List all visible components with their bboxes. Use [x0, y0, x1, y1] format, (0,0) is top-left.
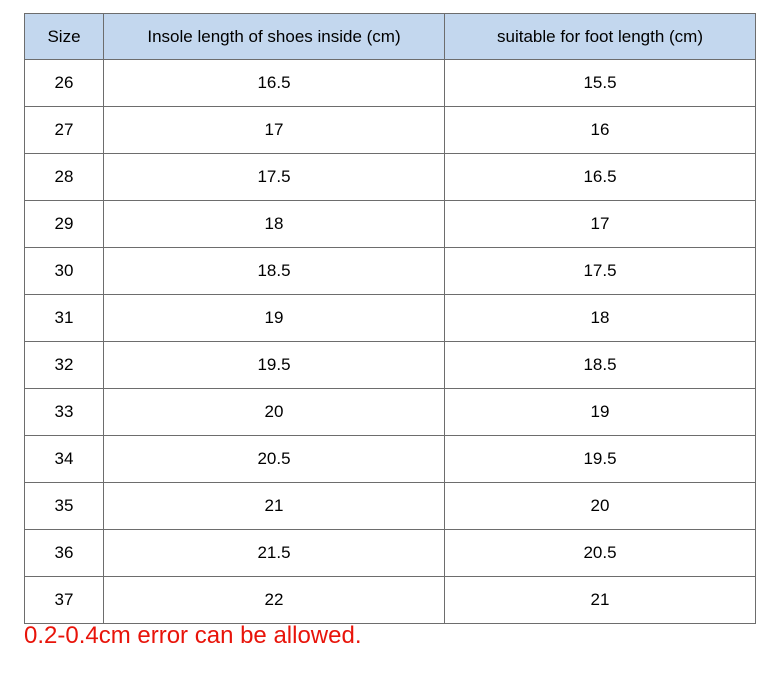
cell-size: 28 — [25, 154, 104, 201]
cell-insole-length: 21.5 — [104, 530, 445, 577]
cell-insole-length: 18.5 — [104, 248, 445, 295]
table-row — [25, 248, 756, 295]
cell-foot-length: 18 — [445, 295, 756, 342]
cell-foot-length: 17.5 — [445, 248, 756, 295]
cell-size: 33 — [25, 389, 104, 436]
cell-size: 31 — [25, 295, 104, 342]
cell-foot-length: 20.5 — [445, 530, 756, 577]
cell-insole-length: 22 — [104, 577, 445, 624]
table-row — [25, 389, 756, 436]
column-header-insole-length: Insole length of shoes inside (cm) — [104, 14, 445, 60]
table-row — [25, 201, 756, 248]
cell-size: 26 — [25, 60, 104, 107]
table-row — [25, 295, 756, 342]
cell-insole-length: 20 — [104, 389, 445, 436]
cell-size: 29 — [25, 201, 104, 248]
table-header-row — [25, 14, 756, 60]
cell-insole-length: 17.5 — [104, 154, 445, 201]
cell-size: 30 — [25, 248, 104, 295]
cell-foot-length: 16 — [445, 107, 756, 154]
column-header-size: Size — [25, 14, 104, 60]
table-row — [25, 436, 756, 483]
table-body — [25, 60, 756, 624]
cell-insole-length: 19 — [104, 295, 445, 342]
table-row — [25, 60, 756, 107]
cell-insole-length: 20.5 — [104, 436, 445, 483]
cell-size: 35 — [25, 483, 104, 530]
cell-insole-length: 16.5 — [104, 60, 445, 107]
table-header — [25, 14, 756, 60]
cell-size: 37 — [25, 577, 104, 624]
cell-size: 32 — [25, 342, 104, 389]
cell-foot-length: 16.5 — [445, 154, 756, 201]
cell-foot-length: 15.5 — [445, 60, 756, 107]
cell-foot-length: 19.5 — [445, 436, 756, 483]
table-row — [25, 107, 756, 154]
cell-foot-length: 20 — [445, 483, 756, 530]
cell-insole-length: 17 — [104, 107, 445, 154]
table-row — [25, 530, 756, 577]
cell-foot-length: 18.5 — [445, 342, 756, 389]
cell-size: 36 — [25, 530, 104, 577]
cell-insole-length: 19.5 — [104, 342, 445, 389]
error-tolerance-note: 0.2-0.4cm error can be allowed. — [24, 622, 362, 649]
column-header-foot-length: suitable for foot length (cm) — [445, 14, 756, 60]
table-row — [25, 483, 756, 530]
shoe-size-table — [24, 13, 756, 624]
table-row — [25, 154, 756, 201]
table-row — [25, 577, 756, 624]
cell-insole-length: 21 — [104, 483, 445, 530]
cell-foot-length: 21 — [445, 577, 756, 624]
cell-foot-length: 17 — [445, 201, 756, 248]
cell-size: 34 — [25, 436, 104, 483]
table-row — [25, 342, 756, 389]
cell-size: 27 — [25, 107, 104, 154]
cell-insole-length: 18 — [104, 201, 445, 248]
cell-foot-length: 19 — [445, 389, 756, 436]
